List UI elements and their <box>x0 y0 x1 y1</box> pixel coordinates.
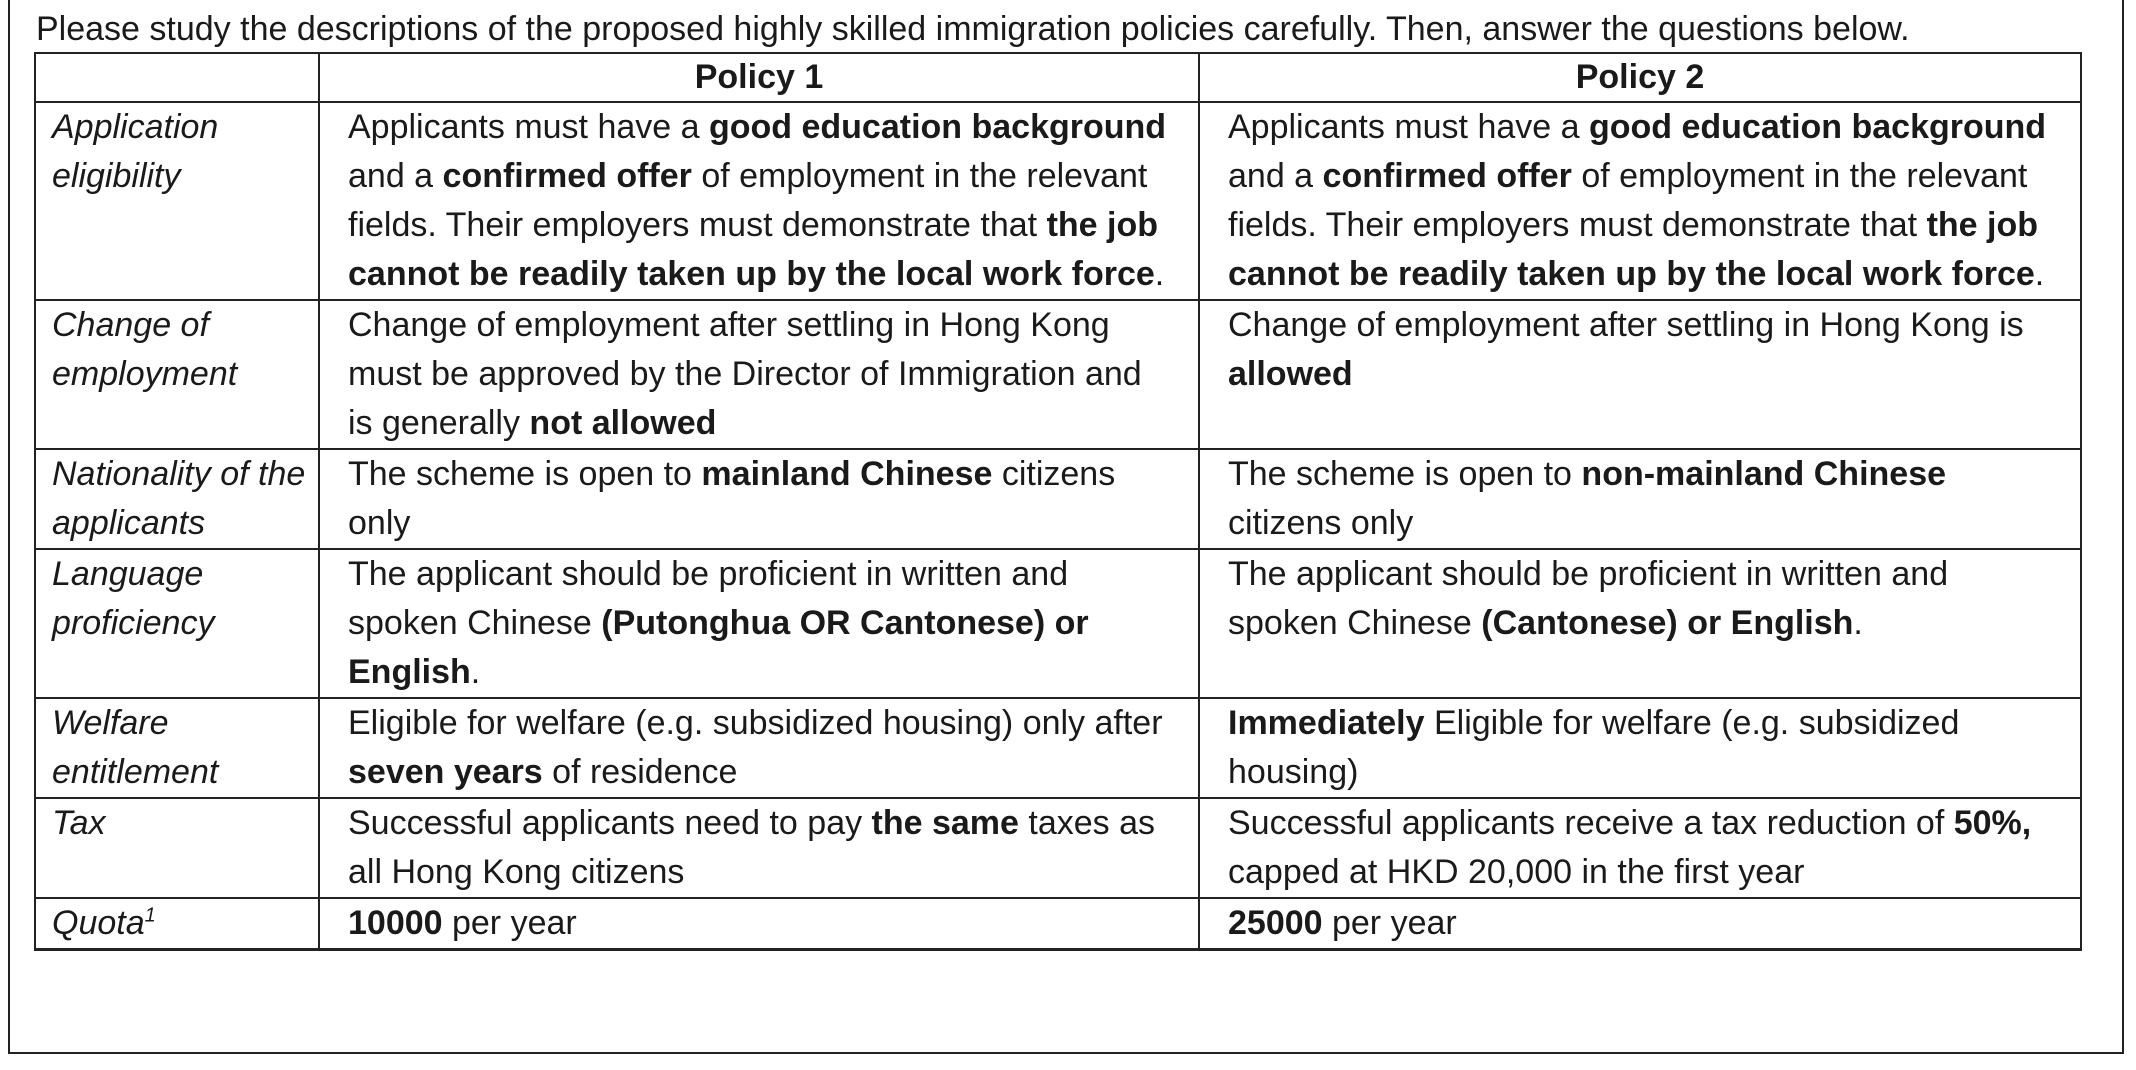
cell-text: The scheme is open to <box>1228 455 1582 493</box>
instructions-text: Please study the descriptions of the proposed highly skilled immigration policies carefully. Then, answer the questions below. <box>36 10 1910 48</box>
row-label-text: Change of employment <box>52 306 238 393</box>
policy-rows <box>35 102 2081 950</box>
row-label <box>35 798 319 898</box>
header-policy-2: Policy 2 <box>1199 53 2081 102</box>
policy-1-cell <box>319 698 1199 798</box>
emphasis-text: the job cannot be readily taken up by the local work force <box>348 206 1158 293</box>
cell-text: . <box>1853 604 1863 642</box>
row-label <box>35 898 319 950</box>
emphasis-text: 25000 <box>1228 904 1323 942</box>
cell-text: . <box>2034 255 2045 293</box>
row-label <box>35 549 319 698</box>
policy-2-cell <box>1199 798 2081 898</box>
policy-2-cell <box>1199 898 2081 950</box>
cell-text: and a <box>1228 157 1323 195</box>
cell-text: . <box>470 653 481 691</box>
cell-text: of employment in the relevant fields. Their employers must demonstrate that <box>1228 157 2028 244</box>
cell-text: per year <box>1322 904 1457 942</box>
emphasis-text: mainland Chinese <box>701 455 993 493</box>
policy-comparison-table <box>34 52 2082 951</box>
table-row-nationality-of-the-applicants <box>35 449 2081 549</box>
row-label-text: Tax <box>52 804 106 842</box>
policy-1-cell <box>319 898 1199 950</box>
cell-text: Applicants must have a <box>1228 108 1589 146</box>
emphasis-text: non-mainland Chinese <box>1581 455 1947 493</box>
emphasis-text: allowed <box>1228 355 1353 393</box>
row-label-text: Application eligibility <box>52 108 219 195</box>
policy-2-cell <box>1199 102 2081 300</box>
header-row <box>35 53 2081 102</box>
emphasis-text: good education background <box>708 108 1167 146</box>
policy-1-cell <box>319 102 1199 300</box>
table-row-quota <box>35 898 2081 950</box>
policy-1-cell <box>319 798 1199 898</box>
emphasis-text: confirmed offer <box>1322 157 1572 195</box>
cell-text: citizens only <box>348 455 1116 542</box>
cell-text: Change of employment after settling in Hong Kong is <box>1228 306 2024 344</box>
cell-text: Eligible for welfare (e.g. subsidized housing) only after <box>348 704 1163 742</box>
emphasis-text: not allowed <box>529 404 717 442</box>
policy-2-cell <box>1199 549 2081 698</box>
row-label-text: Language proficiency <box>52 555 215 642</box>
row-label <box>35 300 319 449</box>
table-row-tax <box>35 798 2081 898</box>
cell-text: and a <box>348 157 443 195</box>
row-label <box>35 102 319 300</box>
emphasis-text: the job cannot be readily taken up by the local work force <box>1228 206 2038 293</box>
emphasis-text: good education background <box>1588 108 2047 146</box>
emphasis-text: (Cantonese) or English <box>1481 604 1854 642</box>
cell-text: The scheme is open to <box>348 455 702 493</box>
header-policy-1: Policy 1 <box>319 53 1199 102</box>
policy-2-cell <box>1199 698 2081 798</box>
cell-text: capped at HKD 20,000 in the first year <box>1228 853 1805 891</box>
row-label-text: Quota <box>52 904 145 942</box>
emphasis-text: 10000 <box>348 904 443 942</box>
cell-text: Change of employment after settling in Hong Kong must be approved by the Director of Immigration and is generally <box>348 306 1142 442</box>
table-row-application-eligibility <box>35 102 2081 300</box>
cell-text: Applicants must have a <box>348 108 709 146</box>
policy-1-cell <box>319 449 1199 549</box>
table-row-welfare-entitlement <box>35 698 2081 798</box>
policy-2-cell <box>1199 300 2081 449</box>
row-label-text: Nationality of the applicants <box>52 455 306 542</box>
emphasis-text: confirmed offer <box>442 157 692 195</box>
row-label <box>35 449 319 549</box>
row-label <box>35 698 319 798</box>
table-row-change-of-employment <box>35 300 2081 449</box>
policy-1-cell <box>319 549 1199 698</box>
cell-text: of residence <box>542 753 738 791</box>
emphasis-text: seven years <box>348 753 543 791</box>
cell-text: citizens only <box>1228 504 1414 542</box>
cell-text: taxes as all Hong Kong citizens <box>348 804 1156 891</box>
cell-text: Successful applicants receive a tax reduction of <box>1228 804 1954 842</box>
emphasis-text: Immediately <box>1228 704 1425 742</box>
cell-text: of employment in the relevant fields. Their employers must demonstrate that <box>348 157 1148 244</box>
row-label-text: Welfare entitlement <box>52 704 219 791</box>
cell-text: The applicant should be proficient in written and spoken Chinese <box>348 555 1069 642</box>
footnote-marker: 1 <box>144 904 156 927</box>
emphasis-text: (Putonghua OR Cantonese) or English <box>348 604 1089 691</box>
emphasis-text: 50%, <box>1953 804 2032 842</box>
cell-text: Eligible for welfare (e.g. subsidized housing) <box>1228 704 1960 791</box>
cell-text: The applicant should be proficient in written and spoken Chinese <box>1228 555 1949 642</box>
cell-text: per year <box>442 904 577 942</box>
table-row-language-proficiency <box>35 549 2081 698</box>
emphasis-text: the same <box>871 804 1019 842</box>
cell-text: . <box>1154 255 1165 293</box>
policy-1-cell <box>319 300 1199 449</box>
header-blank-cell <box>35 53 319 102</box>
policy-2-cell <box>1199 449 2081 549</box>
cell-text: Successful applicants need to pay <box>348 804 872 842</box>
